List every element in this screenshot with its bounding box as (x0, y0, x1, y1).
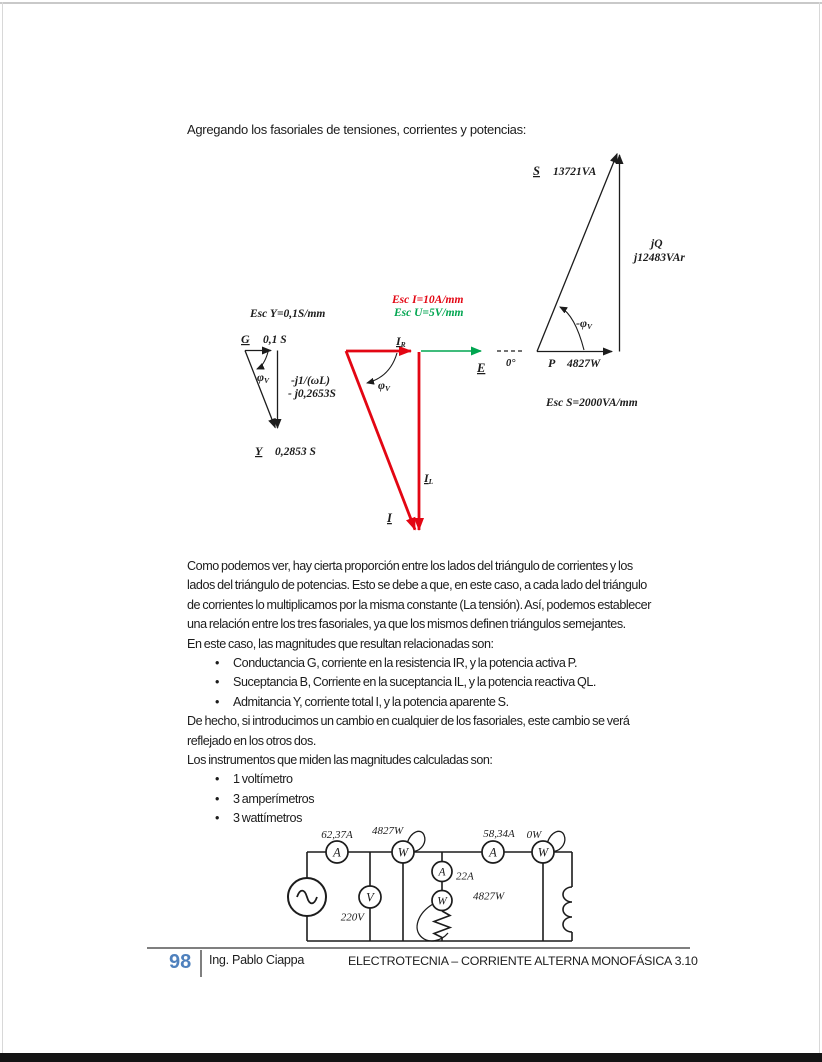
list-item (187, 770, 679, 789)
ammeter1-letter: A (333, 845, 341, 860)
y-value: 0,2853 S (275, 446, 316, 458)
p-value: 4827W (567, 358, 601, 370)
esc-i-label: Esc I=10A/mm (392, 294, 464, 306)
footer-divider (200, 950, 202, 977)
phi-v-label-current: φV (378, 378, 391, 393)
paragraph-line: de corrientes lo multiplicamos por la misma constante (La tensión). Así, podemos establecer (187, 597, 651, 612)
bullet-icon: • (215, 811, 219, 826)
list-item-text: 3 amperímetros (233, 791, 315, 806)
voltmeter-value: 220V (340, 911, 364, 924)
list-item (187, 790, 679, 809)
e-label: E (477, 361, 486, 375)
list-item-text: Conductancia G, corriente en la resistencia IR, y la potencia activa P. (233, 656, 578, 671)
bullet-icon: • (215, 791, 219, 806)
phi-arc (257, 352, 268, 369)
list-item (187, 654, 679, 673)
admittance-triangle (245, 351, 278, 429)
paragraph-line: De hecho, si introducimos un cambio en cualquier de los fasoriales, este cambio se verá (187, 714, 630, 729)
q-label-line2: j12483VAr (634, 252, 685, 264)
esc-y-label: Esc Y=0,1S/mm (250, 308, 326, 320)
footer-author: Ing. Pablo Ciappa (209, 953, 305, 967)
footer-rule (147, 947, 690, 949)
phi-v-label-power: -φV (576, 316, 593, 331)
i-label: I (387, 511, 392, 525)
page-number: 98 (169, 951, 192, 973)
zero-degree-label: 0° (506, 358, 516, 369)
intro-text: Agregando los fasoriales de tensiones, corrientes y potencias: (187, 122, 527, 137)
bullet-icon: • (215, 675, 219, 690)
esc-u-label: Esc U=5V/mm (394, 307, 464, 319)
il-label: IL (424, 471, 434, 486)
g-value: 0,1 S (263, 334, 287, 346)
list-item (187, 809, 679, 828)
wattmeter1-letter: W (397, 845, 409, 860)
paragraph-line: Como podemos ver, hay cierta proporción entre los lados del triángulo de corrientes y los (187, 559, 633, 573)
list-item-text: Admitancia Y, corriente total I, y la potencia aparente S. (233, 694, 509, 709)
paragraph-line: reflejado en los otros dos. (187, 733, 316, 748)
b-value-line2: - j0,2653S (288, 388, 336, 400)
list-item (187, 693, 679, 712)
list-item-text: Suceptancia B, Corriente en la suceptancia IL, y la potencia reactiva QL. (233, 675, 596, 690)
y-symbol: Y (255, 444, 263, 458)
paragraph-line: lados del triángulo de potencias. Esto se debe a que, en este caso, a cada lado del triángulo (187, 578, 647, 593)
inductor-coil (563, 887, 572, 932)
wattmeter2-value: 0W (526, 829, 542, 841)
bullet-icon: • (215, 772, 219, 787)
circuit-diagram (288, 831, 572, 941)
ammeter3-letter: A (438, 866, 446, 879)
g-symbol: G (241, 332, 250, 346)
wattmeter3-value: 4827W (473, 890, 505, 903)
bullet-icon: • (215, 694, 219, 709)
paragraph-line: Los instrumentos que miden las magnitudes calculadas son: (187, 753, 493, 768)
bullet-icon: • (215, 656, 219, 671)
p-symbol: P (548, 356, 556, 370)
s-symbol: S (533, 164, 540, 178)
wattmeter2-letter: W (537, 845, 549, 860)
ammeter3-value: 22A (456, 870, 474, 883)
body-text (187, 557, 679, 829)
wattmeter3-letter: W (437, 895, 447, 908)
ammeter1-value: 62,37A (321, 829, 353, 841)
wattmeter1-value: 4827W (372, 825, 404, 837)
resistor-zigzag (434, 911, 450, 941)
b-value-line1: -j1/(ωL) (291, 375, 330, 387)
paragraph-line: En este caso, las magnitudes que resultan relacionadas son: (187, 636, 494, 651)
phi-v-label-admittance: φV (257, 370, 270, 385)
list-item (187, 673, 679, 692)
voltmeter-letter: V (366, 890, 374, 905)
q-label-line1: jQ (651, 238, 663, 250)
list-item-text: 3 wattímetros (233, 811, 302, 826)
y-vector (245, 351, 275, 428)
list-item-text: 1 voltímetro (233, 772, 293, 787)
s-value: 13721VA (553, 166, 597, 178)
current-triangle (346, 351, 524, 530)
ammeter2-value: 58,34A (483, 828, 515, 840)
paragraph-line: una relación entre los tres fasoriales, ya que los mismos definen triángulos semejantes. (187, 617, 626, 632)
footer-doc-title: ELECTROTECNIA – CORRIENTE ALTERNA MONOFÁSICA 3.10 (348, 954, 698, 968)
ir-label: IR (396, 334, 406, 349)
ammeter2-letter: A (489, 845, 497, 860)
esc-s-label: Esc S=2000VA/mm (546, 397, 638, 409)
